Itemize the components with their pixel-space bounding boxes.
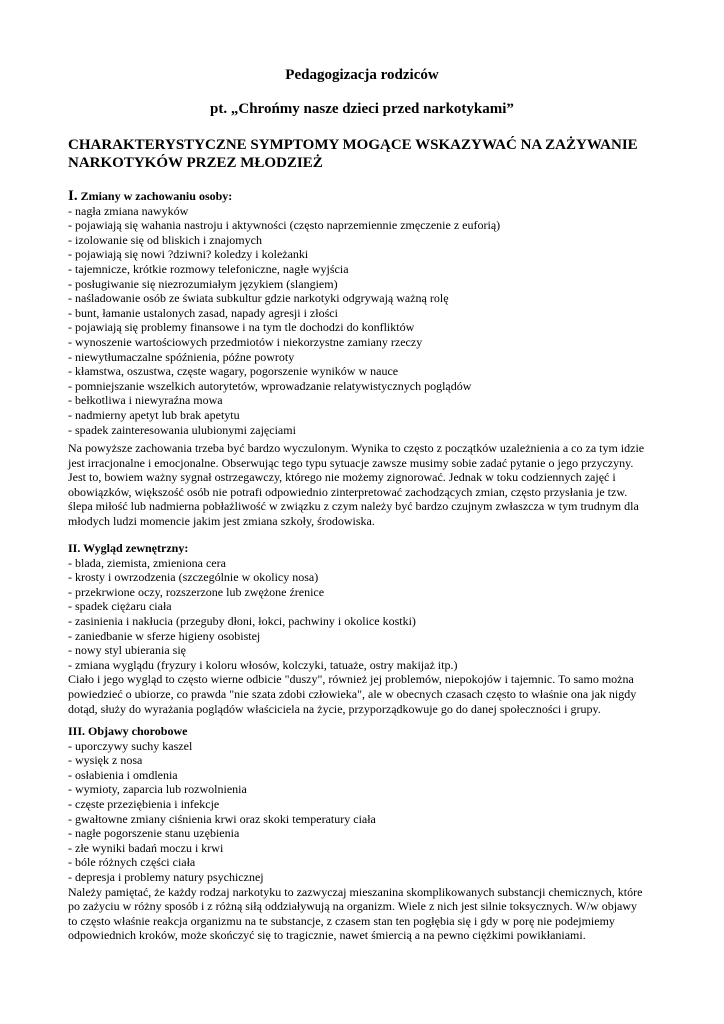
list-item: - spadek zainteresowania ulubionymi zajęciami [68, 422, 296, 437]
list-item: - bunt, łamanie ustalonych zasad, napady agresji i złości [68, 305, 338, 320]
paragraph-line: Jest to, bowiem ważny sygnał ostrzegawczy, którego nie możemy zignorować. Jednak w toku codziennych zajęć i [68, 470, 616, 485]
paragraph-line: obowiązków, większość osób nie potrafi odpowiednio zinterpretować zachodzących zmian, często przysłania je tzw. [68, 484, 628, 499]
list-item: - wymioty, zaparcia lub rozwolnienia [68, 782, 247, 797]
paragraph-line: odpowiednich kroków, może skończyć się to tragicznie, nawet śmiercią a na pewno ciężkimi powikłaniami. [68, 928, 586, 943]
paragraph-line: dotąd, służy do wyrażania poglądów właściciela na życie, przyporządkowuje go do danej społeczności i grupy. [68, 701, 601, 716]
list-item: - kłamstwa, oszustwa, częste wagary, pogorszenie wyników w nauce [68, 364, 399, 379]
section-1-title [68, 189, 688, 204]
paragraph-line: młodych ludzi momencie jakim jest zmiana szkoły, środowiska. [68, 513, 375, 528]
list-item: - częste przeziębienia i infekcje [68, 796, 220, 811]
list-item: - zaniedbanie w sferze higieny osobistej [68, 628, 261, 643]
list-item: - pojawiają się nowi ?dziwni? koledzy i koleżanki [68, 247, 309, 262]
list-item: - wysięk z nosa [68, 753, 143, 768]
list-item: - depresja i problemy natury psychicznej [68, 869, 264, 884]
list-item: - posługiwanie się niezrozumiałym językiem (slangiem) [68, 276, 338, 291]
section-1-list [68, 204, 688, 438]
list-item: - niewytłumaczalne spóźnienia, późne powroty [68, 349, 295, 364]
section-3 [68, 724, 688, 943]
main-heading-line1: CHARAKTERYSTYCZNE SYMPTOMY MOGĄCE WSKAZYWAĆ NA ZAŻYWANIE [68, 137, 638, 153]
list-item: - zmiana wyglądu (fryzury i koloru włosów, kolczyki, tatuaże, ostry makijaż itp.) [68, 657, 458, 672]
paragraph-line: jest irracjonalne i emocjonalne. Obserwując tego typu sytuacje zawsze musimy sobie zadać pytanie o jego przyczyny. [68, 455, 634, 470]
list-item: - naśladowanie osób ze świata subkultur gdzie narkotyki odgrywają ważną rolę [68, 291, 449, 306]
list-item: - krosty i owrzodzenia (szczególnie w okolicy nosa) [68, 570, 319, 585]
list-item: - przekrwione oczy, rozszerzone lub zwężone źrenice [68, 584, 325, 599]
list-item: - pojawiają się wahania nastroju i aktywności (często naprzemiennie zmęczenie z euforią) [68, 218, 501, 233]
list-item: - tajemnicze, krótkie rozmowy telefoniczne, nagłe wyjścia [68, 261, 349, 276]
list-item: - zasinienia i nakłucia (przeguby dłoni, łokci, pachwiny i okolice kostki) [68, 613, 416, 628]
paragraph-line: Na powyższe zachowania trzeba być bardzo wyczulonym. Wynika to często z początków uzależnienia a co za tym idzie [68, 441, 645, 455]
section-2 [68, 541, 688, 716]
list-item: - izolowanie się od bliskich i znajomych [68, 232, 262, 247]
paragraph-line: to często właśnie reakcja organizmu na te substancje, z czasem stan ten pogłębia się i gdy w porę nie podejmiemy [68, 913, 615, 928]
list-item: - pojawiają się problemy finansowe i na tym tle dochodzi do konfliktów [68, 320, 415, 335]
paragraph-line: Należy pamiętać, że każdy rodzaj narkotyku to zazwyczaj mieszanina skomplikowanych substancji chemicznych, które [68, 884, 643, 899]
list-item: - nadmierny apetyt lub brak apetytu [68, 407, 240, 422]
list-item: - bóle różnych części ciała [68, 855, 196, 870]
section-3-title: III. Objawy chorobowe [68, 724, 188, 738]
list-item: - nowy styl ubierania się [68, 643, 186, 658]
paragraph-line: Ciało i jego wygląd to często wierne odbicie "duszy", również jej problemów, niepokojów i tajemnic. To samo można [68, 672, 634, 687]
paragraph-line: powiedzieć o ubiorze, co prawda "nie szata zdobi człowieka", ale w obecnych czasach często to właśnie ona jak nigdy [68, 686, 637, 701]
document-title: Pedagogizacja rodziców [285, 67, 439, 83]
main-heading-line2: NARKOTYKÓW PRZEZ MŁODZIEŻ [68, 155, 323, 171]
section-1 [68, 189, 688, 437]
section-1-numeral: I. [68, 188, 78, 204]
section-2-title: II. Wygląd zewnętrzny: [68, 541, 189, 555]
list-item: - nagła zmiana nawyków [68, 203, 189, 218]
list-item: - nagłe pogorszenie stanu uzębienia [68, 826, 240, 841]
list-item: - uporczywy suchy kaszel [68, 738, 193, 753]
section-1-paragraph [68, 441, 688, 529]
list-item: - gwałtowne zmiany ciśnienia krwi oraz skoki temperatury ciała [68, 811, 376, 826]
paragraph-line: ślepa miłość lub nadmierna pobłażliwość w związku z czym należy być bardzo czujnym zwłaszcza w tym trudnym dla [68, 499, 639, 514]
list-item: - osłabienia i omdlenia [68, 767, 178, 782]
section-1-title-text: Zmiany w zachowaniu osoby: [77, 189, 233, 203]
main-heading [68, 136, 668, 172]
paragraph-line: po zażyciu w różny sposób i z różną siłą oddziaływują na organizm. Wiele z nich jest silnie toksycznych. W/w objawy [68, 899, 638, 914]
list-item: - wynoszenie wartościowych przedmiotów i niekorzystne zamiany rzeczy [68, 334, 423, 349]
list-item: - bełkotliwa i niewyraźna mowa [68, 393, 223, 408]
list-item: - blada, ziemista, zmieniona cera [68, 555, 226, 570]
list-item: - pomniejszanie wszelkich autorytetów, wprowadzanie relatywistycznych poglądów [68, 378, 472, 393]
list-item: - spadek ciężaru ciała [68, 599, 172, 614]
list-item: - złe wyniki badań moczu i krwi [68, 840, 224, 855]
document-subtitle: pt. „Chrońmy nasze dzieci przed narkotykami” [210, 101, 514, 117]
